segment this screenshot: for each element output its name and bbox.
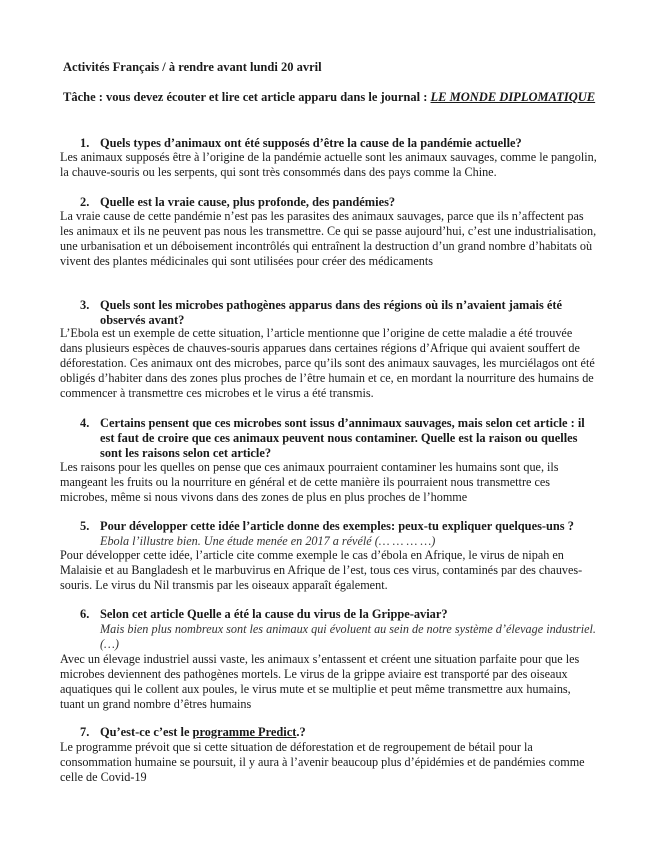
question-3	[80, 298, 600, 328]
answer-6: Avec un élevage industriel aussi vaste, les animaux s’entassent et créent une situation parfaite pour que les microbes deviennent des pathogènes mortels. Le virus de la grippe aviaire est transporté par des oiseaux aquatiques qui le collent aux poules, le virus mute et se multiplie et peut même transmettre aux humains, tuant un grand nombre d’êtres humains	[60, 652, 580, 711]
answer-3: L’Ebola est un exemple de cette situation, l’article mentionne que l’origine de cette maladie a été trouvée dans plusieurs espèces de chauves-souris apparues dans certaines régions d’Afrique qui avaient souffert de déforestation. Ces animaux ont des microbes, parce qu’ils sont des animaux sauvages, les murciélagos ont été obligés d’habiter dans des zones plus proches de l’être humain et ce, en mordant la nourriture des humains de commencer à transmettre ces microbes et le virus a été transmis.	[60, 326, 595, 400]
question-text: Quels types d’animaux ont été supposés d’être la cause de la pandémie actuelle?	[100, 136, 522, 150]
question-text: Pour développer cette idée l’article donne des exemples: peux-tu expliquer quelques-uns ?	[100, 519, 574, 533]
document-header: Activités Français / à rendre avant lundi 20 avril	[63, 60, 322, 74]
question-number: 3.	[80, 298, 90, 312]
quote-5: Ebola l’illustre bien. Une étude menée en 2017 a révélé (… … … …)	[100, 534, 436, 548]
question-6	[80, 607, 600, 622]
question-4	[80, 416, 600, 461]
predict-program-link[interactable]: programme Predict	[192, 725, 297, 739]
question-text: Selon cet article Quelle a été la cause du virus de la Grippe-aviar?	[100, 607, 448, 621]
question-text: Certains pensent que ces microbes sont issus d’annimaux sauvages, mais selon cet article : il est faut de croire que ces animaux peuvent nous contaminer. Quelle est la raison ou quelles sont les raisons selon cet article?	[100, 416, 585, 460]
question-7	[80, 725, 600, 740]
journal-name-link[interactable]: LE MONDE DIPLOMATIQUE	[430, 90, 596, 104]
answer-2: La vraie cause de cette pandémie n’est pas les parasites des animaux sauvages, parce que ils n’affectent pas les animaux et ils ne peuvent pas nous les transmettre. Ce qui se passe aujourd’hui, c’est une industrialisation, une urbanisation et un déboisement incontrôlés qui entraînent la destruction d’un grand nombre d’habitats où vivent des plantes médicinales qui sont utilisées pour créer des médicaments	[60, 209, 597, 268]
task-intro: Tâche : vous devez écouter et lire cet article apparu dans le journal :	[63, 90, 431, 104]
question-text-start: Qu’est-ce c’est le	[100, 725, 193, 739]
question-number: 2.	[80, 195, 90, 209]
question-text: Quels sont les microbes pathogènes apparus dans des régions où ils n’avaient jamais été observés avant?	[100, 298, 563, 327]
question-text: Quelle est la vraie cause, plus profonde, des pandémies?	[100, 195, 396, 209]
answer-7: Le programme prévoit que si cette situation de déforestation et de regroupement de bétail pour la consommation humaine se poursuit, il y aura à l’avenir beaucoup plus d’épidémies et de pandémies comme celle de Covid-19	[60, 740, 585, 784]
answer-4: Les raisons pour les quelles on pense que ces animaux pourraient contaminer les humains sont que, ils mangeant les fruits ou la nourriture en général et de cette manière ils pourraient nous transmettre ces microbes, même si nous vivons dans des zones de plus en plus proches de l’homme	[60, 460, 559, 504]
question-text	[100, 725, 600, 740]
question-number: 6.	[80, 607, 90, 621]
answer-1: Les animaux supposés être à l’origine de la pandémie actuelle sont les animaux sauvages, comme le pangolin, la chauve-souris ou les serpents, qui sont très consommés dans des pays comme la Chine.	[60, 150, 597, 179]
question-1	[80, 136, 600, 151]
quote-6: Mais bien plus nombreux sont les animaux qui évoluent au sein de notre système d’élevage industriel. (…)	[100, 622, 596, 651]
question-2	[80, 195, 600, 210]
task-instruction	[63, 90, 603, 105]
answer-5: Pour développer cette idée, l’article cite comme exemple le cas d’ébola en Afrique, le virus de nipah en Malaisie et au Bangladesh et le marbuvirus en Afrique de l’est, tous ces virus, contaminés par des chauves-souris. Le virus du Nil transmis par les oiseaux apparaît également.	[60, 548, 583, 592]
question-text-end: .?	[296, 725, 306, 739]
question-number: 1.	[80, 136, 90, 150]
question-number: 5.	[80, 519, 90, 533]
question-number: 7.	[80, 725, 90, 739]
question-5	[80, 519, 600, 534]
question-number: 4.	[80, 416, 90, 430]
